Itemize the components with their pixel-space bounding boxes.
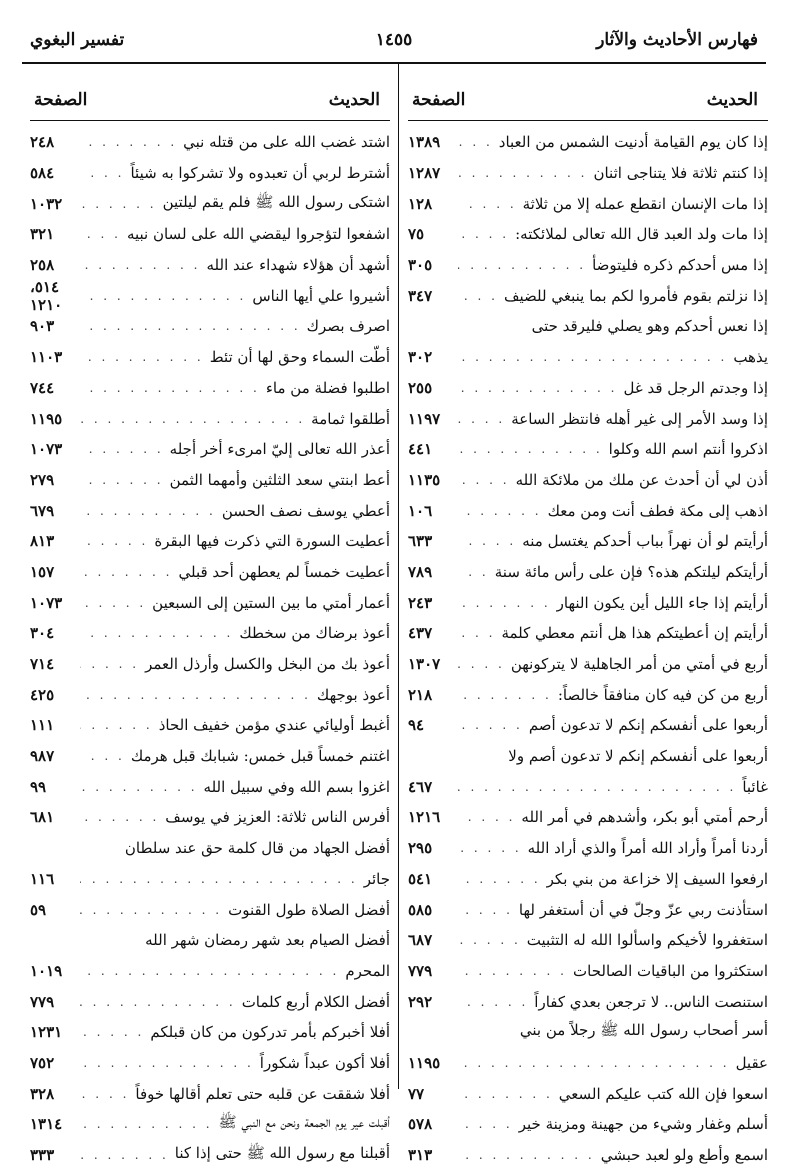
page-ref: ١١٩٧ — [408, 409, 441, 428]
hadith-text: استغفروا لأخيكم واسألوا الله له التثبيت — [526, 931, 768, 950]
index-entry — [408, 710, 768, 741]
index-entry — [408, 434, 768, 465]
hadith-text: إذا وجدتم الرجل قد غل — [623, 378, 768, 397]
page-ref: ٣٠٥ — [408, 256, 433, 275]
hadith-text: أفضل الصيام بعد شهر رمضان شهر الله — [145, 931, 390, 950]
page-ref: ١١٦ — [30, 869, 55, 888]
hadith-text: عقيل — [735, 1053, 768, 1072]
page-ref: ٥٤١ — [408, 869, 433, 888]
index-entry — [408, 956, 768, 987]
leader-dots — [80, 412, 311, 426]
index-entry — [30, 833, 390, 864]
hadith-text: المحرم — [345, 961, 390, 980]
leader-dots — [80, 289, 252, 303]
index-column-right — [408, 84, 768, 1170]
leader-dots — [80, 1148, 175, 1162]
column-header — [30, 84, 390, 118]
index-entry — [30, 679, 390, 710]
hadith-text: اسعوا فإن الله كتب عليكم السعي — [558, 1084, 768, 1103]
index-entry — [408, 526, 768, 557]
page-ref: ١٠٧٣ — [30, 440, 63, 459]
hadith-text: يذهب — [733, 348, 768, 367]
page-ref: ٦٨٧ — [408, 931, 433, 950]
leader-dots — [80, 135, 183, 149]
page-ref: ٣٢٨ — [30, 1084, 55, 1103]
page-ref: ١١٩٥ — [30, 409, 63, 428]
hadith-text: ارفعوا السيف إلا خزاعة من بني بكر — [546, 869, 768, 888]
index-entry — [30, 311, 390, 342]
leader-dots — [458, 534, 522, 548]
leader-dots — [458, 596, 557, 610]
page-ref: ١٢٨ — [408, 194, 433, 213]
page-ref: ٦٧٩ — [30, 501, 55, 520]
leader-dots — [80, 166, 130, 180]
hadith-text: اطلبوا فضلة من ماء — [265, 378, 390, 397]
page-ref: ٧٧ — [408, 1084, 425, 1103]
book-title: تفسير البغوي — [30, 30, 125, 50]
leader-dots — [80, 442, 170, 456]
hadith-text: أغبط أوليائي عندي مؤمن خفيف الحاذ — [158, 716, 390, 735]
leader-dots — [458, 626, 501, 640]
page-ref: ٣١٣ — [408, 1146, 433, 1165]
index-entry — [408, 771, 768, 802]
hadith-text: أربعوا على أنفسكم إنكم لا تدعون أصم ولا — [508, 747, 768, 766]
index-entry — [408, 188, 768, 219]
page-ref: ٤٣٧ — [408, 624, 433, 643]
index-entry — [408, 1109, 768, 1140]
leader-dots — [80, 596, 152, 610]
hadith-heading: الحديث — [328, 90, 380, 110]
page-ref: ٧٥٢ — [30, 1053, 55, 1072]
leader-dots — [80, 1117, 219, 1131]
index-entry — [30, 925, 390, 956]
page-ref: ١٠١٩ — [30, 961, 63, 980]
page-ref: ٥١٤، ١٢١٠ — [30, 277, 63, 314]
leader-dots — [458, 688, 558, 702]
page-ref: ٢٩٢ — [408, 992, 433, 1011]
hadith-text: إذا مات الإنسان انقطع عمله إلا من ثلاثة — [522, 194, 768, 213]
leader-dots — [458, 995, 534, 1009]
leader-dots — [80, 504, 222, 518]
entry-list — [408, 127, 768, 1170]
index-entry — [30, 864, 390, 895]
leader-dots — [458, 135, 499, 149]
leader-dots — [458, 289, 504, 303]
hadith-text: إذا وسد الأمر إلى غير أهله فانتظر الساعة — [511, 409, 768, 428]
leader-dots — [458, 412, 511, 426]
page-ref: ١٢١٦ — [408, 808, 441, 827]
page-ref: ٩٩ — [30, 777, 47, 796]
leader-dots — [458, 841, 528, 855]
index-entry — [408, 679, 768, 710]
index-entry — [408, 465, 768, 496]
leader-dots — [458, 903, 519, 917]
page-ref: ٣٠٢ — [408, 348, 433, 367]
index-entry — [408, 373, 768, 404]
page-ref: ١٣٨٩ — [408, 133, 441, 152]
hadith-text: أرأيتم إذا جاء الليل أين يكون النهار — [556, 593, 768, 612]
hadith-text: أربعوا على أنفسكم إنكم لا تدعون أصم — [528, 716, 768, 735]
leader-dots — [80, 350, 210, 364]
index-entry — [408, 127, 768, 158]
page-ref: ٤٢٥ — [30, 685, 55, 704]
index-entry — [30, 1109, 390, 1140]
hadith-text: جائر — [363, 869, 390, 888]
index-entry — [30, 1140, 390, 1170]
page-ref: ١٥٧ — [30, 562, 55, 581]
index-entry — [30, 741, 390, 772]
running-header — [22, 30, 766, 58]
leader-dots — [458, 1148, 601, 1162]
hadith-text: أعوذ بوجهك — [316, 685, 390, 704]
hadith-text: إذا نزلتم بقوم فأمروا لكم بما ينبغي للضيف — [503, 286, 768, 305]
index-entry — [30, 342, 390, 373]
leader-dots — [458, 504, 548, 518]
hadith-text: أقبلت عير يوم الجمعة ونحن مع النبي ﷺ — [218, 1113, 390, 1132]
leader-dots — [80, 688, 317, 702]
index-entry — [408, 894, 768, 925]
hadith-text: إذا نعس أحدكم وهو يصلي فليرقد حتى — [531, 317, 768, 336]
hadith-text: أشهد أن هؤلاء شهداء عند الله — [206, 256, 390, 275]
hadith-text: إذا كان يوم القيامة أدنيت الشمس من العباد — [498, 133, 768, 152]
leader-dots — [80, 534, 154, 548]
hadith-text: اشفعوا لتؤجروا ليقضي الله على لسان نبيه — [126, 225, 390, 244]
hadith-text: إذا مات ولد العبد قال الله تعالى لملائكته: — [515, 225, 768, 244]
hadith-text: أردنا أمراً وأراد الله أمراً والذي أراد الله — [527, 839, 768, 858]
page-ref: ٣٠٤ — [30, 624, 55, 643]
hadith-text: أعذر الله تعالى إليّ امرىء أخر أجله — [169, 440, 390, 459]
hadith-text: أسر أصحاب رسول الله ﷺ رجلاً من بني — [519, 1021, 768, 1040]
hadith-text: اسمع وأطع ولو لعبد حبشي — [600, 1146, 768, 1165]
hadith-text: أرحم أمتي أبو بكر، وأشدهم في أمر الله — [521, 808, 768, 827]
index-entry — [408, 495, 768, 526]
index-entry — [30, 986, 390, 1017]
hadith-text: أشيروا علي أيها الناس — [252, 286, 390, 305]
page-ref: ١١٠٣ — [30, 348, 63, 367]
index-entry — [30, 710, 390, 741]
index-entry — [408, 587, 768, 618]
leader-dots — [80, 381, 266, 395]
index-entry — [30, 127, 390, 158]
leader-dots — [80, 319, 307, 333]
hadith-text: أفرس الناس ثلاثة: العزيز في يوسف — [165, 808, 390, 827]
hadith-text: استنصت الناس.. لا ترجعن بعدي كفاراً — [534, 992, 768, 1011]
leader-dots — [80, 626, 239, 640]
hadith-text: اصرف بصرك — [306, 317, 390, 336]
hadith-text: اغزوا بسم الله وفي سبيل الله — [203, 777, 390, 796]
page-ref: ٣٤٧ — [408, 286, 433, 305]
index-entry — [408, 741, 768, 772]
page-ref: ٩٨٧ — [30, 747, 55, 766]
page-ref: ٢٥٥ — [408, 378, 433, 397]
index-entry — [30, 956, 390, 987]
index-entry — [30, 277, 390, 314]
hadith-text: استكثروا من الباقيات الصالحات — [573, 961, 768, 980]
hadith-text: أربع في أمتي من أمر الجاهلية لا يتركونهن — [510, 655, 768, 674]
leader-dots — [458, 810, 521, 824]
column-header-rule — [30, 120, 390, 121]
page-ref: ٢١٨ — [408, 685, 433, 704]
header-rule — [22, 62, 766, 64]
leader-dots — [80, 473, 170, 487]
hadith-text: أعوذ بك من البخل والكسل وأرذل العمر — [145, 655, 390, 674]
leader-dots — [458, 1056, 736, 1070]
column-header — [408, 84, 768, 118]
leader-dots — [458, 197, 523, 211]
hadith-text: غائباً — [742, 777, 768, 796]
leader-dots — [80, 718, 159, 732]
hadith-text: أذن لي أن أحدث عن ملك من ملائكة الله — [515, 470, 768, 489]
index-entry — [30, 1078, 390, 1109]
leader-dots — [458, 933, 527, 947]
leader-dots — [458, 166, 593, 180]
hadith-text: أرأيتم لو أن نهراً بباب أحدكم يغتسل منه — [522, 532, 768, 551]
index-entry — [408, 403, 768, 434]
leader-dots — [458, 381, 623, 395]
hadith-text: اذهب إلى مكة فطف أنت ومن معك — [547, 501, 768, 520]
hadith-text: أفضل الكلام أربع كلمات — [241, 992, 390, 1011]
hadith-text: أعطي يوسف نصف الحسن — [221, 501, 390, 520]
leader-dots — [458, 1087, 559, 1101]
leader-dots — [458, 872, 547, 886]
index-entry — [30, 158, 390, 189]
index-entry — [30, 618, 390, 649]
index-entry — [30, 587, 390, 618]
leader-dots — [458, 657, 511, 671]
hadith-text: اغتنم خمساً قبل خمس: شبابك قبل هرمك — [130, 747, 390, 766]
index-entry — [30, 188, 390, 219]
page-ref: ٥٨٥ — [408, 900, 433, 919]
hadith-text: أعط ابنتي سعد الثلثين وأمهما الثمن — [169, 470, 390, 489]
leader-dots — [80, 227, 127, 241]
hadith-text: أطلقوا ثمامة — [311, 409, 390, 428]
page-ref: ١٠٦ — [408, 501, 433, 520]
leader-dots — [458, 718, 529, 732]
index-entry — [30, 250, 390, 281]
page-ref: ٤٤١ — [408, 440, 433, 459]
leader-dots — [458, 227, 515, 241]
page-ref: ٧٤٤ — [30, 378, 55, 397]
hadith-text: أعمار أمتي ما بين الستين إلى السبعين — [152, 593, 390, 612]
page-ref: ٥٨٤ — [30, 164, 55, 183]
page-ref: ٣٣٣ — [30, 1146, 55, 1165]
index-entry — [408, 986, 768, 1017]
index-entry — [408, 311, 768, 342]
page-number: ١٤٥٥ — [375, 30, 413, 50]
index-entry — [30, 802, 390, 833]
page-ref: ٥٧٨ — [408, 1115, 433, 1134]
hadith-text: أعطيت خمساً لم يعطهن أحد قبلي — [178, 562, 390, 581]
index-entry — [30, 373, 390, 404]
leader-dots — [458, 1117, 519, 1131]
leader-dots — [80, 1087, 135, 1101]
hadith-text: أربع من كن فيه كان منافقاً خالصاً: — [557, 685, 768, 704]
leader-dots — [458, 964, 573, 978]
leader-dots — [80, 1025, 150, 1039]
leader-dots — [458, 565, 495, 579]
index-entry — [408, 557, 768, 588]
leader-dots — [458, 258, 592, 272]
page-ref: ٧١٤ — [30, 655, 55, 674]
hadith-text: اشتد غضب الله على من قتله نبي — [183, 133, 390, 152]
hadith-text: أفلا أكون عبداً شكوراً — [259, 1053, 390, 1072]
column-divider — [398, 62, 399, 1089]
index-entry — [408, 1017, 768, 1048]
index-entry — [408, 1140, 768, 1170]
hadith-text: أفضل الصلاة طول القنوت — [228, 900, 390, 919]
hadith-text: أرأيتم إن أعطيتكم هذا هل أنتم معطي كلمة — [501, 624, 768, 643]
index-entry — [30, 894, 390, 925]
page-ref: ٧٥ — [408, 225, 425, 244]
leader-dots — [80, 964, 345, 978]
hadith-text: أفلا شققت عن قلبه حتى تعلم أقالها خوفاً — [135, 1084, 390, 1103]
hadith-text: أسلم وغفار وشيء من جهينة ومزينة خير — [518, 1115, 768, 1134]
leader-dots — [458, 442, 609, 456]
leader-dots — [458, 473, 516, 487]
leader-dots — [80, 258, 207, 272]
entry-list — [30, 127, 390, 1170]
page-ref: ٦٣٣ — [408, 532, 433, 551]
leader-dots — [80, 995, 242, 1009]
index-entry — [30, 434, 390, 465]
index-entry — [30, 219, 390, 250]
index-entry — [30, 557, 390, 588]
index-entry — [408, 864, 768, 895]
leader-dots — [80, 872, 364, 886]
page-ref: ٩٠٣ — [30, 317, 55, 336]
page-ref: ١٢٨٧ — [408, 164, 441, 183]
page-ref: ٢٧٩ — [30, 470, 55, 489]
hadith-text: اشتكى رسول الله ﷺ فلم يقم ليلتين — [162, 192, 390, 211]
index-entry — [408, 219, 768, 250]
leader-dots — [458, 350, 733, 364]
index-entry — [408, 802, 768, 833]
index-entry — [408, 342, 768, 373]
hadith-text: أقبلنا مع رسول الله ﷺ حتى إذا كنا — [174, 1144, 390, 1163]
page-ref: ١٣٠٧ — [408, 655, 441, 674]
index-entry — [30, 649, 390, 680]
leader-dots — [80, 810, 165, 824]
hadith-text: أعطيت السورة التي ذكرت فيها البقرة — [154, 532, 390, 551]
index-entry — [408, 250, 768, 281]
index-entry — [408, 158, 768, 189]
page-ref: ٧٧٩ — [30, 992, 55, 1011]
index-entry — [30, 1017, 390, 1048]
hadith-text: أفلا أخبركم بأمر تدركون من كان قبلكم — [150, 1023, 390, 1042]
hadith-heading: الحديث — [706, 90, 758, 110]
page-ref: ١٣١٤ — [30, 1115, 63, 1134]
page-heading: الصفحة — [34, 90, 88, 110]
hadith-text: أرأيتكم ليلتكم هذه؟ فإن على رأس مائة سنة — [494, 562, 768, 581]
index-column-left — [30, 84, 390, 1170]
leader-dots — [80, 197, 163, 211]
page-ref: ١٠٣٢ — [30, 194, 63, 213]
index-entry — [408, 618, 768, 649]
leader-dots — [80, 1056, 260, 1070]
page-ref: ٩٤ — [408, 716, 425, 735]
leader-dots — [80, 565, 179, 579]
hadith-text: إذا مس أحدكم ذكره فليتوضأ — [592, 256, 768, 275]
hadith-text: اذكروا أنتم اسم الله وكلوا — [608, 440, 768, 459]
index-entry — [30, 403, 390, 434]
index-entry — [408, 1048, 768, 1079]
hadith-text: إذا كنتم ثلاثة فلا يتناجى اثنان — [593, 164, 768, 183]
leader-dots — [80, 749, 131, 763]
leader-dots — [80, 657, 145, 671]
leader-dots — [80, 780, 204, 794]
hadith-text: أطّت السماء وحق لها أن تئط — [209, 348, 390, 367]
page-ref: ٤٦٧ — [408, 777, 433, 796]
index-entry — [408, 1078, 768, 1109]
page-ref: ١١٣٥ — [408, 470, 441, 489]
page-ref: ٧٨٩ — [408, 562, 433, 581]
index-entry — [408, 280, 768, 311]
page-ref: ١١١ — [30, 716, 55, 735]
index-entry — [408, 925, 768, 956]
page-ref: ٣٢١ — [30, 225, 55, 244]
index-entry — [30, 465, 390, 496]
page-ref: ٥٩ — [30, 900, 47, 919]
index-entry — [408, 833, 768, 864]
page-ref: ١١٩٥ — [408, 1053, 441, 1072]
page-ref: ٢٤٣ — [408, 593, 433, 612]
page-ref: ١٢٣١ — [30, 1023, 63, 1042]
page-ref: ٨١٣ — [30, 532, 55, 551]
page-ref: ٦٨١ — [30, 808, 55, 827]
index-entry — [408, 649, 768, 680]
index-entry — [30, 495, 390, 526]
page-heading: الصفحة — [412, 90, 466, 110]
hadith-text: أشترط لربي أن تعبدوه ولا تشركوا به شيئاً — [130, 164, 390, 183]
hadith-text: أعوذ برضاك من سخطك — [239, 624, 390, 643]
column-header-rule — [408, 120, 768, 121]
leader-dots — [458, 780, 742, 794]
hadith-text: أفضل الجهاد من قال كلمة حق عند سلطان — [124, 839, 390, 858]
index-entry — [30, 526, 390, 557]
leader-dots — [80, 903, 228, 917]
page-ref: ١٠٧٣ — [30, 593, 63, 612]
section-title: فهارس الأحاديث والآثار — [596, 30, 758, 50]
page-ref: ٧٧٩ — [408, 961, 433, 980]
page-ref: ٢٤٨ — [30, 133, 55, 152]
page-ref: ٢٩٥ — [408, 839, 433, 858]
index-entry — [30, 1048, 390, 1079]
page-ref: ٢٥٨ — [30, 256, 55, 275]
index-entry — [30, 771, 390, 802]
hadith-text: استأذنت ربي عزّ وجلّ في أن أستغفر لها — [518, 900, 768, 919]
